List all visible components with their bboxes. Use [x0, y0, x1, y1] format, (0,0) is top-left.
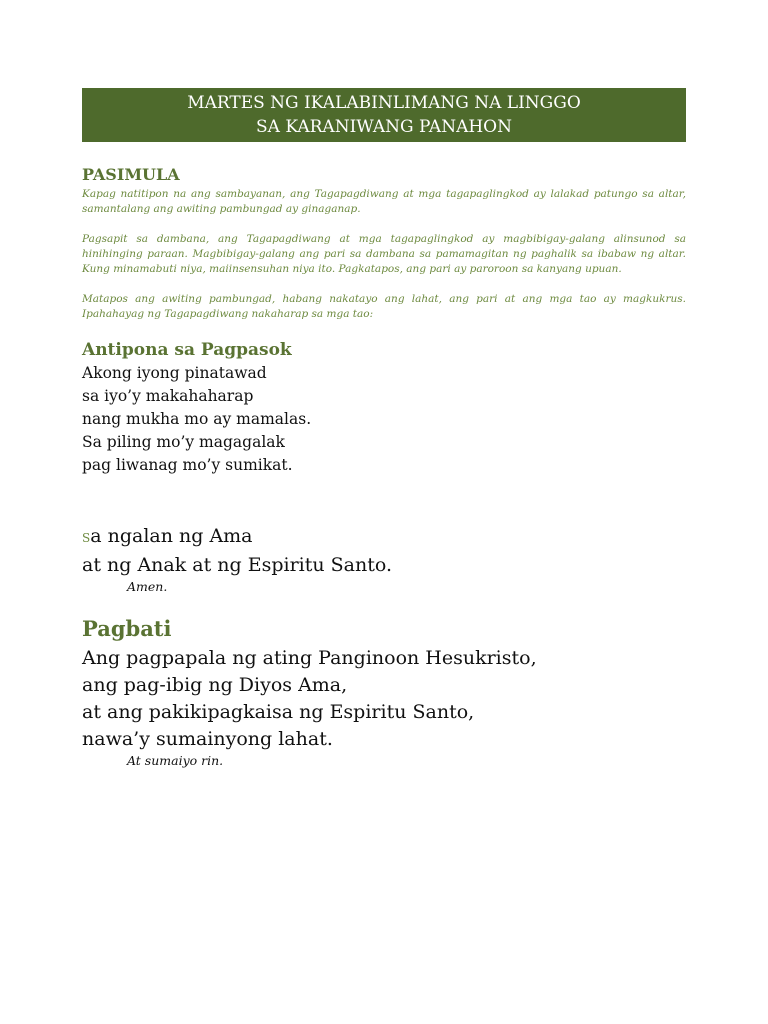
verse-line: pag liwanag mo’y sumikat. [82, 456, 293, 474]
verse-line: Sa piling mo’y magagalak [82, 433, 285, 451]
sign-line-2: at ng Anak at ng Espiritu Santo. [82, 554, 393, 576]
verse-line: nang mukha mo ay mamalas. [82, 410, 312, 428]
response-amen: Amen. [127, 579, 168, 594]
verse-line: sa iyo’y makahaharap [82, 387, 254, 405]
section-heading-pagbati: Pagbati [82, 616, 172, 641]
drop-initial: S [82, 531, 91, 545]
sign-of-cross [82, 523, 686, 579]
antipona-verse [82, 362, 686, 477]
verse-line: Akong iyong pinatawad [82, 364, 267, 382]
pagbati-text [82, 645, 686, 753]
title-banner [82, 88, 686, 142]
response-sumaiyo: At sumaiyo rin. [127, 753, 224, 768]
rubric-paragraph-3: Matapos ang awiting pambungad, habang nakatayo ang lahat, ang pari at ang mga tao ay magkukrus. Ipahahayag ng Tagapagdiwang nakaharap sa mga tao: [82, 293, 686, 320]
rubric-paragraph-1: Kapag natitipon na ang sambayanan, ang Tagapagdiwang at mga tagapaglingkod ay lalakad patungo sa altar, samantalang ang awiting pambungad ay ginaganap. [82, 188, 686, 215]
greeting-line: nawa’y sumainyong lahat. [82, 728, 333, 750]
section-heading-pasimula: PASIMULA [82, 165, 180, 184]
rubric-paragraph-2: Pagsapit sa dambana, ang Tagapagdiwang at mga tagapaglingkod ay magbibigay-galang alinsunod sa hinihinging paraan. Magbibigay-galang ang pari sa dambana sa pamamagitan ng paghalik sa ibabaw ng altar. Kung minamabuti niya, maiinsensuhan niya ito. Pagkatapos, ang pari ay paroroon sa kanyang upuan. [82, 233, 686, 275]
document-body [82, 163, 686, 769]
section-heading-antipona: Antipona sa Pagpasok [82, 340, 292, 360]
title-line-1: MARTES NG IKALABINLIMANG NA LINGGO [187, 93, 581, 113]
greeting-line: Ang pagpapala ng ating Panginoon Hesukristo, [82, 647, 537, 669]
sign-line-1: Sa ngalan ng Ama [82, 525, 253, 547]
greeting-line: at ang pakikipagkaisa ng Espiritu Santo, [82, 701, 475, 723]
greeting-line: ang pag-ibig ng Diyos Ama, [82, 674, 348, 696]
title-line-2: SA KARANIWANG PANAHON [256, 117, 512, 137]
